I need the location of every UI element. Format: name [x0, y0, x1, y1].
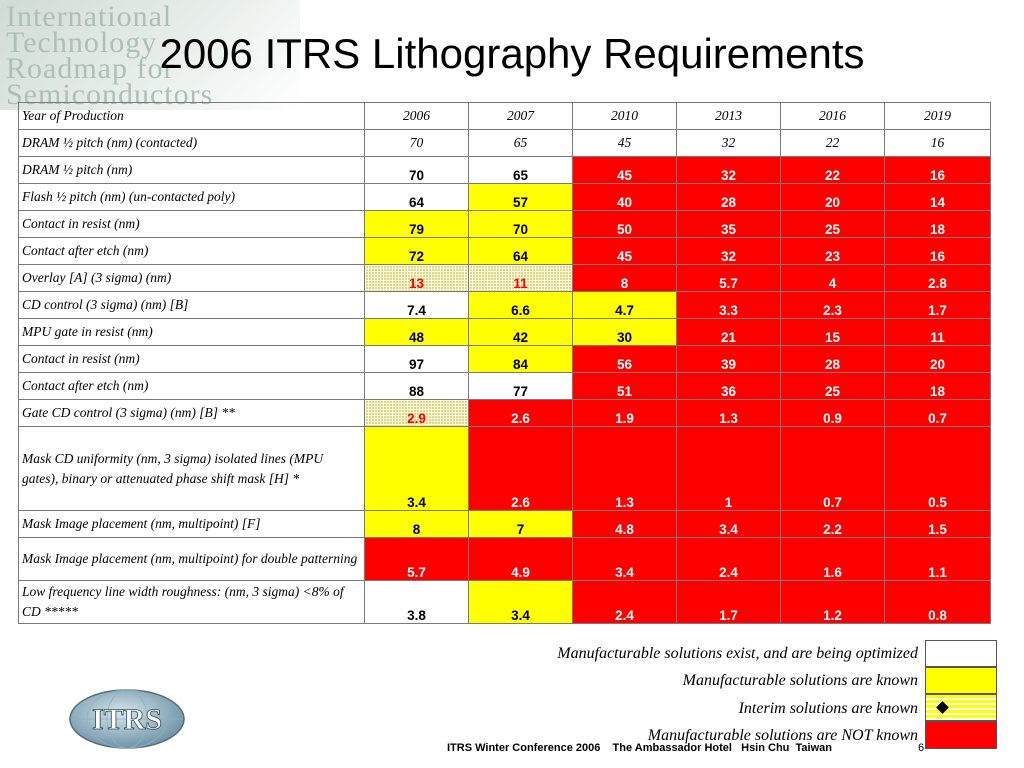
value-cell: 2.6	[469, 427, 573, 511]
value-cell: 18	[885, 373, 991, 400]
value-cell: 25	[781, 373, 885, 400]
value-cell: 7	[469, 511, 573, 538]
itrs-logo	[68, 688, 186, 750]
diamond-icon	[936, 701, 949, 714]
value-cell: 7.4	[365, 292, 469, 319]
watermark-line: Semiconductors	[6, 78, 214, 110]
table-row	[19, 238, 991, 265]
table-row	[19, 538, 991, 581]
value-cell: 22	[781, 130, 885, 157]
row-label: Mask Image placement (nm, multipoint) for double patterning	[19, 538, 365, 581]
value-cell: 79	[365, 211, 469, 238]
value-cell: 39	[677, 346, 781, 373]
value-cell: 2.4	[573, 581, 677, 624]
value-cell: 16	[885, 157, 991, 184]
value-cell: 25	[781, 211, 885, 238]
year-header-cell: 2010	[573, 103, 677, 130]
value-cell: 3.4	[365, 427, 469, 511]
value-cell: 3.3	[677, 292, 781, 319]
value-cell: 0.7	[885, 400, 991, 427]
table-row	[19, 373, 991, 400]
legend-swatch-yellow	[925, 667, 997, 694]
value-cell: 3.4	[469, 581, 573, 624]
value-cell: 2.4	[677, 538, 781, 581]
value-cell: 3.8	[365, 581, 469, 624]
legend-label-known: Manufacturable solutions are known	[682, 672, 918, 689]
value-cell: 1.2	[781, 581, 885, 624]
row-label: Gate CD control (3 sigma) (nm) [B] **	[19, 400, 365, 427]
value-cell: 13	[365, 265, 469, 292]
value-cell: 77	[469, 373, 573, 400]
legend-label-optimized: Manufacturable solutions exist, and are being optimized	[557, 645, 918, 662]
legend-swatch-interim	[925, 694, 997, 721]
year-header-cell: 2016	[781, 103, 885, 130]
value-cell: 64	[365, 184, 469, 211]
table-header-row	[19, 103, 991, 130]
value-cell: 1.1	[885, 538, 991, 581]
value-cell: 1.9	[573, 400, 677, 427]
value-cell: 1.7	[885, 292, 991, 319]
value-cell: 32	[677, 157, 781, 184]
value-cell: 21	[677, 319, 781, 346]
value-cell: 4.7	[573, 292, 677, 319]
value-cell: 72	[365, 238, 469, 265]
watermark-line: Technology	[6, 26, 158, 59]
row-label: Contact in resist (nm)	[19, 211, 365, 238]
page-number: 6	[918, 742, 925, 754]
value-cell: 11	[469, 265, 573, 292]
watermark-line: Roadmap for	[6, 52, 175, 85]
value-cell: 2.8	[885, 265, 991, 292]
value-cell: 22	[781, 157, 885, 184]
value-cell: 5.7	[365, 538, 469, 581]
value-cell: 20	[885, 346, 991, 373]
value-cell: 1.5	[885, 511, 991, 538]
value-cell: 14	[885, 184, 991, 211]
value-cell: 65	[469, 130, 573, 157]
row-label: Contact in resist (nm)	[19, 346, 365, 373]
table-row	[19, 211, 991, 238]
row-label: Year of Production	[19, 103, 365, 130]
value-cell: 65	[469, 157, 573, 184]
value-cell: 88	[365, 373, 469, 400]
value-cell: 1.6	[781, 538, 885, 581]
value-cell: 70	[469, 211, 573, 238]
value-cell: 18	[885, 211, 991, 238]
value-cell: 4.9	[469, 538, 573, 581]
value-cell: 0.7	[781, 427, 885, 511]
value-cell: 16	[885, 238, 991, 265]
value-cell: 40	[573, 184, 677, 211]
value-cell: 45	[573, 238, 677, 265]
value-cell: 36	[677, 373, 781, 400]
value-cell: 2.6	[469, 400, 573, 427]
value-cell: 1.3	[573, 427, 677, 511]
year-header-cell: 2019	[885, 103, 991, 130]
value-cell: 51	[573, 373, 677, 400]
value-cell: 8	[573, 265, 677, 292]
value-cell: 2.9	[365, 400, 469, 427]
row-label: Mask CD uniformity (nm, 3 sigma) isolated lines (MPU gates), binary or attenuated phase shift mask [H] *	[19, 427, 365, 511]
value-cell: 97	[365, 346, 469, 373]
row-label: CD control (3 sigma) (nm) [B]	[19, 292, 365, 319]
value-cell: 0.8	[885, 581, 991, 624]
value-cell: 5.7	[677, 265, 781, 292]
value-cell: 42	[469, 319, 573, 346]
value-cell: 1	[677, 427, 781, 511]
value-cell: 28	[781, 346, 885, 373]
legend-label-not-known: Manufacturable solutions are NOT known	[647, 727, 918, 744]
table-row	[19, 346, 991, 373]
value-cell: 1.3	[677, 400, 781, 427]
value-cell: 64	[469, 238, 573, 265]
row-label: Overlay [A] (3 sigma) (nm)	[19, 265, 365, 292]
legend-swatch-red	[925, 721, 997, 749]
value-cell: 50	[573, 211, 677, 238]
value-cell: 70	[365, 157, 469, 184]
value-cell: 11	[885, 319, 991, 346]
lithography-requirements-table	[18, 102, 991, 624]
row-label: Mask Image placement (nm, multipoint) [F]	[19, 511, 365, 538]
value-cell: 23	[781, 238, 885, 265]
value-cell: 20	[781, 184, 885, 211]
value-cell: 35	[677, 211, 781, 238]
value-cell: 8	[365, 511, 469, 538]
value-cell: 4	[781, 265, 885, 292]
table-row	[19, 265, 991, 292]
row-label: Flash ½ pitch (nm) (un-contacted poly)	[19, 184, 365, 211]
value-cell: 4.8	[573, 511, 677, 538]
footer-text: ITRS Winter Conference 2006 The Ambassador Hotel Hsin Chu Taiwan	[447, 742, 832, 754]
table-row	[19, 292, 991, 319]
legend-label-interim: Interim solutions are known	[738, 700, 918, 717]
legend-swatch-white	[925, 640, 997, 667]
row-label: DRAM ½ pitch (nm)	[19, 157, 365, 184]
year-header-cell: 2013	[677, 103, 781, 130]
value-cell: 57	[469, 184, 573, 211]
value-cell: 48	[365, 319, 469, 346]
value-cell: 2.3	[781, 292, 885, 319]
value-cell: 32	[677, 130, 781, 157]
value-cell: 0.5	[885, 427, 991, 511]
row-label: Contact after etch (nm)	[19, 373, 365, 400]
value-cell: 3.4	[573, 538, 677, 581]
value-cell: 6.6	[469, 292, 573, 319]
table-row	[19, 400, 991, 427]
row-label: Contact after etch (nm)	[19, 238, 365, 265]
table-row	[19, 581, 991, 624]
slide-title: 2006 ITRS Lithography Requirements	[159, 30, 865, 77]
value-cell: 2.2	[781, 511, 885, 538]
value-cell: 84	[469, 346, 573, 373]
value-cell: 30	[573, 319, 677, 346]
value-cell: 15	[781, 319, 885, 346]
logo-text: ITRS	[91, 703, 163, 736]
value-cell: 45	[573, 130, 677, 157]
value-cell: 70	[365, 130, 469, 157]
value-cell: 16	[885, 130, 991, 157]
value-cell: 28	[677, 184, 781, 211]
row-label: Low frequency line width roughness: (nm, 3 sigma) <8% of CD *****	[19, 581, 365, 624]
value-cell: 56	[573, 346, 677, 373]
row-label: DRAM ½ pitch (nm) (contacted)	[19, 130, 365, 157]
watermark-line: International	[6, 0, 173, 33]
value-cell: 3.4	[677, 511, 781, 538]
table-row	[19, 319, 991, 346]
table-row	[19, 427, 991, 511]
table-row	[19, 184, 991, 211]
value-cell: 1.7	[677, 581, 781, 624]
value-cell: 45	[573, 157, 677, 184]
year-header-cell: 2006	[365, 103, 469, 130]
value-cell: 32	[677, 238, 781, 265]
row-label: MPU gate in resist (nm)	[19, 319, 365, 346]
table-row	[19, 130, 991, 157]
table-row	[19, 511, 991, 538]
table-row	[19, 157, 991, 184]
year-header-cell: 2007	[469, 103, 573, 130]
value-cell: 0.9	[781, 400, 885, 427]
